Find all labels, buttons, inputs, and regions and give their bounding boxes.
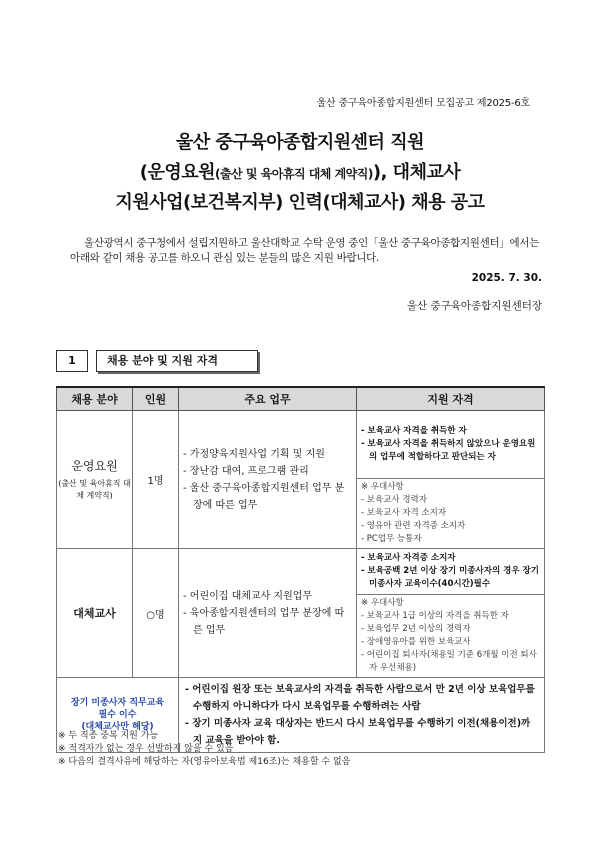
count-cell: ○명 [133, 549, 179, 678]
footnote-item: ※ 두 직종 중복 지원 가능 [58, 731, 159, 741]
qualification-item: - 보육업무 2년 이상의 경력자 [361, 624, 471, 634]
header-qualification: 지원 자격 [357, 387, 545, 411]
field-name: 운영요원 [71, 459, 118, 473]
qualification-item: - 보육교사 자격을 취득한 자 [361, 426, 467, 436]
duties-cell [179, 411, 357, 549]
count-cell: 1명 [133, 411, 179, 549]
qualification-item: - 보육교사 자격을 취득하지 않았으나 운영요원의 업무에 적합하다고 판단되는 자 [361, 439, 536, 462]
footnote-item: ※ 다음의 결격사유에 해당하는 자(영유아보육법 제16조)는 채용할 수 없음 [58, 757, 351, 767]
header-count: 인원 [133, 387, 179, 411]
qualification-item: - 어린이집 퇴사자(채용일 기준 6개월 이전 퇴사자 우선채용) [361, 650, 537, 673]
field-sub: (출산 및 육아휴직 대체 계약직) [58, 479, 131, 500]
qualification-item: - 보육교사 자격 소지자 [361, 508, 447, 518]
qualification-item: - PC업무 능통자 [361, 534, 422, 544]
section-number: 1 [56, 350, 88, 372]
header-duties: 주요 업무 [179, 387, 357, 411]
note-label: 필수 이수 [98, 710, 137, 720]
title-small: (출산 및 육아휴직 대체 계약직) [215, 167, 373, 181]
notice-date: 2025. 7. 30. [471, 272, 542, 284]
qualification-item: - 보육교사 1급 이상의 자격을 취득한 자 [361, 611, 509, 621]
qualification-item: - 보육공백 2년 이상 장기 미종사자의 경우 장기 미종사자 교육이수(40시간)필수 [361, 566, 539, 589]
page-title-line1: 울산 중구육아종합지원센터 직원 [176, 132, 424, 153]
table-row [57, 411, 545, 479]
field-cell [57, 411, 133, 549]
duty-item: - 어린이집 대체교사 지원업무 [183, 590, 313, 602]
duty-item: - 육아종합지원센터의 업무 분장에 따른 업무 [183, 607, 345, 636]
duties-cell [179, 549, 357, 678]
preferred-qualifications [357, 595, 545, 678]
note-label: (대체교사만 해당) [81, 722, 154, 732]
note-label: 장기 미종사자 직무교육 [70, 698, 165, 708]
footnote-item: ※ 적격자가 없는 경우 선발하지 않을 수 있음 [58, 744, 234, 754]
required-qualifications [357, 549, 545, 595]
qualification-item: - 장애영유아를 위한 보육교사 [361, 637, 471, 647]
qualification-item: - 보육교사 자격증 소지자 [361, 553, 456, 563]
qualification-item: - 보육교사 경력자 [361, 495, 427, 505]
note-item: - 어린이집 원장 또는 보육교사의 자격을 취득한 사람으로서 만 2년 이상 보육업무를 수행하지 아니하다가 다시 보육업무를 수행하려는 사람 [185, 684, 535, 712]
required-qualifications [357, 411, 545, 479]
table-header-row [57, 387, 545, 411]
preferred-qualifications [357, 479, 545, 549]
organization-signature: 울산 중구육아종합지원센터장 [406, 300, 542, 312]
notice-number: 울산 중구육아종합지원센터 모집공고 제2025-6호 [316, 98, 530, 109]
title-part: ), 대체교사 [372, 162, 461, 183]
recruitment-table [56, 386, 545, 753]
title-part: (운영요원 [139, 162, 216, 183]
duty-item: - 가정양육지원사업 기획 및 지원 [183, 448, 325, 460]
note-item: - 장기 미종사자 교육 대상자는 반드시 다시 보육업무를 수행하기 이전(채용이전)까지 교육을 받아야 함. [185, 718, 531, 746]
section-label: 채용 분야 및 지원 자격 [96, 350, 258, 372]
duty-item: - 울산 중구육아종합지원센터 업무 분장에 따른 업무 [183, 482, 345, 511]
qualification-item: ※ 우대사항 [361, 482, 404, 492]
qualification-item: - 영유아 관련 자격증 소지자 [361, 521, 466, 531]
table-row [57, 549, 545, 595]
intro-paragraph: 울산광역시 중구청에서 설립지원하고 울산대학교 수탁 운영 중인「울산 중구육아종합지원센터」에서는 아래와 같이 채용 공고를 하오니 관심 있는 분들의 많은 지원 바랍니다. [70, 237, 540, 264]
header-field: 채용 분야 [57, 387, 133, 411]
page-title-line3: 지원사업(보건복지부) 인력(대체교사) 채용 공고 [115, 192, 485, 213]
qualification-item: ※ 우대사항 [361, 598, 404, 608]
section-heading [56, 350, 258, 372]
page-title-line2 [0, 158, 600, 184]
duty-item: - 장난감 대여, 프로그램 관리 [183, 465, 309, 477]
footnotes [58, 730, 350, 769]
field-cell: 대체교사 [57, 549, 133, 678]
